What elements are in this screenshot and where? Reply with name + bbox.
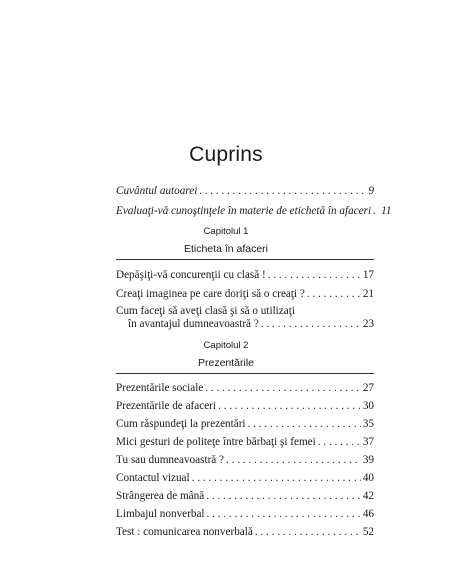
toc-entry-title: Cuvântul autoarei <box>116 185 198 197</box>
toc-entry <box>116 435 374 449</box>
leader-dots <box>205 381 361 395</box>
leader-dots <box>318 435 361 449</box>
toc-entry <box>116 507 374 521</box>
toc-entry-title-continued: în avantajul dumneavoastră ? <box>128 318 259 330</box>
toc-entry-page: 52 <box>362 526 374 538</box>
toc-entry-title: Evaluaţi-vă cunoştinţele în materie de etichetă în afaceri <box>116 205 372 217</box>
divider <box>116 373 374 374</box>
leader-dots <box>255 525 361 539</box>
leader-dots <box>226 453 361 467</box>
toc-entry-title: Limbajul nonverbal <box>116 508 205 520</box>
toc-entry-title: Strângerea de mână <box>116 490 205 502</box>
toc-entry-title: Prezentările sociale <box>116 382 204 394</box>
chapter-title: Eticheta în afaceri <box>183 243 269 255</box>
toc-entry <box>116 381 374 395</box>
toc-entry-title: Test : comunicarea nonverbală <box>116 526 253 538</box>
toc-entry <box>116 417 374 431</box>
chapter-title: Prezentările <box>197 357 255 369</box>
toc-entry <box>116 525 374 539</box>
chapter-label: Capitolul 1 <box>203 226 249 237</box>
page-title: Cuprins <box>189 143 263 166</box>
toc-entry <box>116 204 392 218</box>
toc-entry-page: 17 <box>362 269 374 281</box>
toc-entry <box>116 489 374 503</box>
toc-entry-title: Creaţi imaginea pe care doriţi să o creaţi ? <box>116 288 305 300</box>
toc-entry-page: 23 <box>362 318 374 330</box>
divider <box>116 259 374 260</box>
toc-entry-page: 42 <box>362 490 374 502</box>
toc-entry-page: 30 <box>362 400 374 412</box>
toc-entry <box>116 305 374 331</box>
toc-entry <box>116 268 374 282</box>
toc-entry-title: Cum faceţi să aveţi clasă şi să o utilizaţi <box>116 305 295 317</box>
leader-dots <box>207 507 361 521</box>
toc-entry <box>116 471 374 485</box>
toc-entry-title: Prezentările de afaceri <box>116 400 216 412</box>
toc-entry <box>116 399 374 413</box>
leader-dots <box>248 417 361 431</box>
leader-dots <box>307 287 361 301</box>
toc-entry <box>116 184 374 198</box>
toc-entry-page: 37 <box>362 436 374 448</box>
toc-entry-page: 39 <box>362 454 374 466</box>
toc-entry-page: 35 <box>362 418 374 430</box>
toc-entry-title: Contactul vizual <box>116 472 190 484</box>
leader-dots <box>268 268 361 282</box>
toc-entry-title: Tu sau dumneavoastră ? <box>116 454 225 466</box>
leader-dots <box>192 471 361 485</box>
toc-entry-page: 11 <box>381 205 392 217</box>
toc-entry-page: 9 <box>368 185 374 197</box>
leader-dots <box>199 184 366 198</box>
chapter-label: Capitolul 2 <box>203 340 249 351</box>
leader-dots <box>373 204 379 218</box>
toc-entry-title: Cum răspundeţi la prezentări <box>116 418 246 430</box>
leader-dots <box>218 399 361 413</box>
toc-entry <box>116 453 374 467</box>
toc-entry-page: 21 <box>362 288 374 300</box>
leader-dots <box>261 318 361 331</box>
toc-entry <box>116 287 374 301</box>
toc-entry-page: 46 <box>362 508 374 520</box>
leader-dots <box>206 489 361 503</box>
toc-entry-page: 27 <box>362 382 374 394</box>
toc-entry-title: Depăşiţi-vă concurenţii cu clasă ! <box>116 269 266 281</box>
toc-entry-title: Mici gesturi de politeţe între bărbaţi şi femei <box>116 436 316 448</box>
toc-entry-page: 40 <box>362 472 374 484</box>
